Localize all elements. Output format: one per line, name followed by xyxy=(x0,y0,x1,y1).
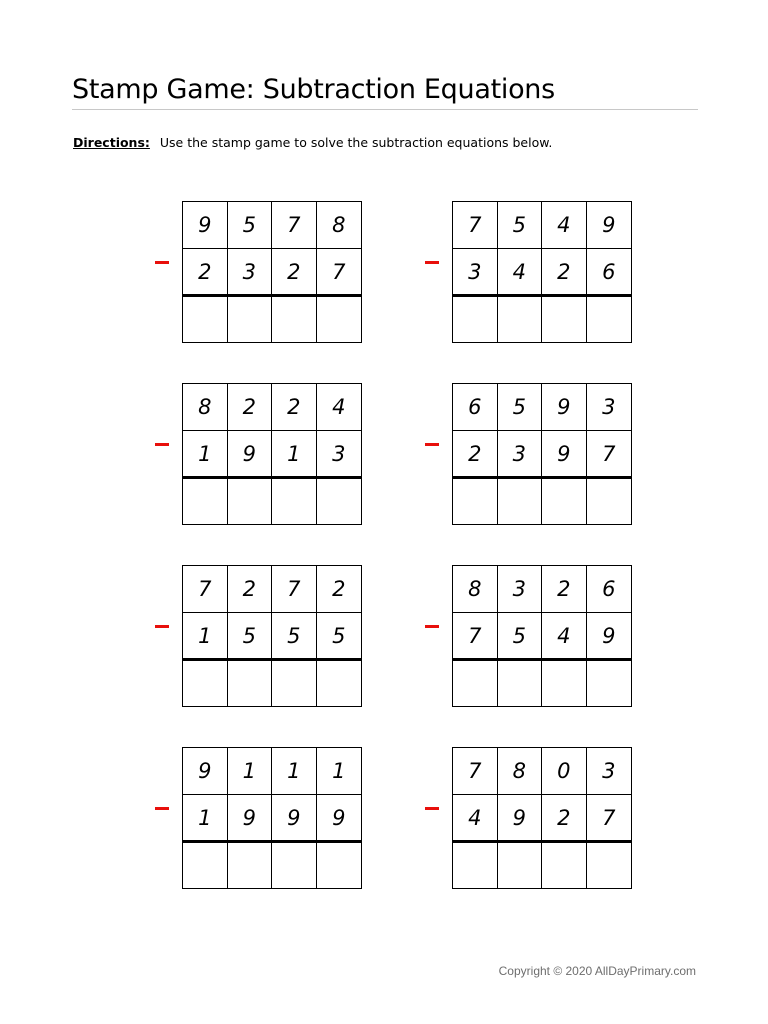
minuend-digit: 1 xyxy=(228,748,273,795)
subtrahend-digit: 3 xyxy=(228,249,273,297)
minuend-digit: 4 xyxy=(542,202,587,249)
subtrahend-digit: 1 xyxy=(183,613,228,661)
minuend-digit: 7 xyxy=(453,748,498,795)
problem-5 xyxy=(182,565,362,707)
answer-cell[interactable] xyxy=(183,843,228,888)
minuend-digit: 8 xyxy=(498,748,543,795)
answer-cell[interactable] xyxy=(228,661,273,706)
subtrahend-digit: 6 xyxy=(587,249,632,297)
answer-cell[interactable] xyxy=(183,661,228,706)
answer-cell[interactable] xyxy=(498,479,543,524)
minuend-digit: 0 xyxy=(542,748,587,795)
minuend-digit: 7 xyxy=(183,566,228,613)
answer-cell[interactable] xyxy=(317,843,362,888)
subtrahend-digit: 4 xyxy=(453,795,498,843)
minus-sign xyxy=(155,443,169,446)
answer-cell[interactable] xyxy=(498,843,543,888)
answer-cell[interactable] xyxy=(317,479,362,524)
subtrahend-digit: 9 xyxy=(317,795,362,843)
directions xyxy=(73,135,552,150)
minuend-digit: 3 xyxy=(587,384,632,431)
answer-cell[interactable] xyxy=(272,297,317,342)
minuend-digit: 7 xyxy=(272,202,317,249)
subtrahend-digit: 9 xyxy=(228,795,273,843)
minuend-digit: 8 xyxy=(317,202,362,249)
minuend-digit: 7 xyxy=(453,202,498,249)
answer-cell[interactable] xyxy=(272,843,317,888)
subtrahend-digit: 9 xyxy=(542,431,587,479)
subtrahend-digit: 5 xyxy=(317,613,362,661)
answer-cell[interactable] xyxy=(498,297,543,342)
answer-cell[interactable] xyxy=(228,843,273,888)
problem-2 xyxy=(452,201,632,343)
minuend-digit: 3 xyxy=(587,748,632,795)
subtrahend-digit: 2 xyxy=(542,795,587,843)
answer-cell[interactable] xyxy=(317,661,362,706)
subtrahend-digit: 7 xyxy=(453,613,498,661)
digit-grid xyxy=(182,747,362,889)
subtrahend-digit: 4 xyxy=(498,249,543,297)
subtrahend-digit: 2 xyxy=(542,249,587,297)
answer-cell[interactable] xyxy=(272,479,317,524)
minuend-digit: 9 xyxy=(542,384,587,431)
answer-cell[interactable] xyxy=(587,479,632,524)
digit-grid xyxy=(452,383,632,525)
minuend-digit: 9 xyxy=(183,202,228,249)
answer-cell[interactable] xyxy=(587,661,632,706)
answer-cell[interactable] xyxy=(453,661,498,706)
minuend-digit: 5 xyxy=(498,384,543,431)
digit-grid xyxy=(182,383,362,525)
problem-1 xyxy=(182,201,362,343)
directions-text: Use the stamp game to solve the subtraction equations below. xyxy=(159,135,553,150)
subtrahend-digit: 5 xyxy=(272,613,317,661)
minuend-digit: 1 xyxy=(272,748,317,795)
digit-grid xyxy=(182,201,362,343)
subtrahend-digit: 1 xyxy=(272,431,317,479)
subtrahend-digit: 5 xyxy=(228,613,273,661)
minuend-digit: 9 xyxy=(183,748,228,795)
subtrahend-digit: 2 xyxy=(183,249,228,297)
digit-grid xyxy=(452,747,632,889)
subtrahend-digit: 1 xyxy=(183,431,228,479)
subtrahend-digit: 9 xyxy=(272,795,317,843)
subtrahend-digit: 7 xyxy=(587,431,632,479)
answer-cell[interactable] xyxy=(453,297,498,342)
answer-cell[interactable] xyxy=(587,297,632,342)
subtrahend-digit: 3 xyxy=(453,249,498,297)
page-title: Stamp Game: Subtraction Equations xyxy=(72,74,555,105)
answer-cell[interactable] xyxy=(587,843,632,888)
title-divider xyxy=(72,109,698,110)
digit-grid xyxy=(182,565,362,707)
subtrahend-digit: 7 xyxy=(587,795,632,843)
minuend-digit: 6 xyxy=(453,384,498,431)
answer-cell[interactable] xyxy=(498,661,543,706)
problem-6 xyxy=(452,565,632,707)
subtrahend-digit: 5 xyxy=(498,613,543,661)
minuend-digit: 2 xyxy=(228,566,273,613)
minus-sign xyxy=(425,625,439,628)
minus-sign xyxy=(155,807,169,810)
problem-3 xyxy=(182,383,362,525)
answer-cell[interactable] xyxy=(228,297,273,342)
answer-cell[interactable] xyxy=(542,297,587,342)
digit-grid xyxy=(452,565,632,707)
minuend-digit: 1 xyxy=(317,748,362,795)
subtrahend-digit: 2 xyxy=(453,431,498,479)
minuend-digit: 8 xyxy=(183,384,228,431)
directions-label: Directions: xyxy=(73,135,150,150)
copyright: Copyright © 2020 AllDayPrimary.com xyxy=(498,964,696,978)
answer-cell[interactable] xyxy=(542,661,587,706)
answer-cell[interactable] xyxy=(453,843,498,888)
minuend-digit: 5 xyxy=(228,202,273,249)
subtrahend-digit: 7 xyxy=(317,249,362,297)
subtrahend-digit: 2 xyxy=(272,249,317,297)
subtrahend-digit: 9 xyxy=(228,431,273,479)
answer-cell[interactable] xyxy=(272,661,317,706)
minus-sign xyxy=(425,807,439,810)
problem-7 xyxy=(182,747,362,889)
minuend-digit: 5 xyxy=(498,202,543,249)
answer-cell[interactable] xyxy=(317,297,362,342)
minus-sign xyxy=(425,261,439,264)
problem-8 xyxy=(452,747,632,889)
answer-cell[interactable] xyxy=(228,479,273,524)
subtrahend-digit: 9 xyxy=(498,795,543,843)
problem-4 xyxy=(452,383,632,525)
minuend-digit: 4 xyxy=(317,384,362,431)
minus-sign xyxy=(155,261,169,264)
subtrahend-digit: 1 xyxy=(183,795,228,843)
minuend-digit: 9 xyxy=(587,202,632,249)
answer-cell[interactable] xyxy=(542,479,587,524)
minus-sign xyxy=(425,443,439,446)
minuend-digit: 8 xyxy=(453,566,498,613)
minuend-digit: 7 xyxy=(272,566,317,613)
minuend-digit: 3 xyxy=(498,566,543,613)
answer-cell[interactable] xyxy=(183,297,228,342)
minuend-digit: 2 xyxy=(228,384,273,431)
answer-cell[interactable] xyxy=(453,479,498,524)
digit-grid xyxy=(452,201,632,343)
minuend-digit: 2 xyxy=(317,566,362,613)
answer-cell[interactable] xyxy=(542,843,587,888)
minuend-digit: 6 xyxy=(587,566,632,613)
subtrahend-digit: 4 xyxy=(542,613,587,661)
answer-cell[interactable] xyxy=(183,479,228,524)
minuend-digit: 2 xyxy=(272,384,317,431)
minuend-digit: 2 xyxy=(542,566,587,613)
minus-sign xyxy=(155,625,169,628)
subtrahend-digit: 9 xyxy=(587,613,632,661)
subtrahend-digit: 3 xyxy=(317,431,362,479)
subtrahend-digit: 3 xyxy=(498,431,543,479)
